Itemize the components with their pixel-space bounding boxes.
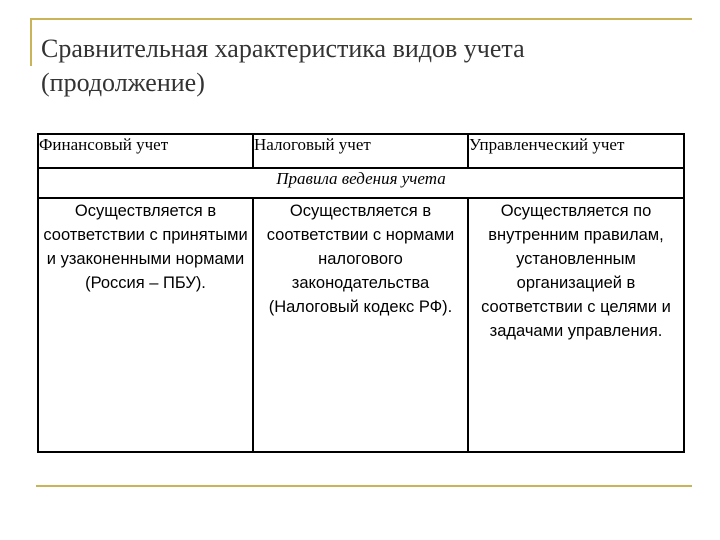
header-financial: Финансовый учет bbox=[38, 134, 253, 168]
bottom-divider bbox=[36, 485, 692, 487]
cell-tax: Осуществляется в соответствии с нормами налогового законодательства (Налоговый кодекс РФ). bbox=[253, 198, 468, 452]
section-row bbox=[38, 168, 684, 198]
cell-management: Осуществляется по внутренним правилам, установленным организацией в соответствии с целями и задачами управления. bbox=[468, 198, 684, 452]
slide-title: Сравнительная характеристика видов учета (продолжение) bbox=[41, 34, 525, 97]
top-divider bbox=[30, 18, 692, 20]
table-header-row bbox=[38, 134, 684, 168]
comparison-table bbox=[37, 133, 685, 453]
cell-financial: Осуществляется в соответствии с принятыми и узаконенными нормами (Россия – ПБУ). bbox=[38, 198, 253, 452]
header-tax: Налоговый учет bbox=[253, 134, 468, 168]
table-row bbox=[38, 198, 684, 452]
left-divider bbox=[30, 18, 32, 66]
header-management: Управленческий учет bbox=[468, 134, 684, 168]
section-title: Правила ведения учета bbox=[38, 168, 684, 198]
